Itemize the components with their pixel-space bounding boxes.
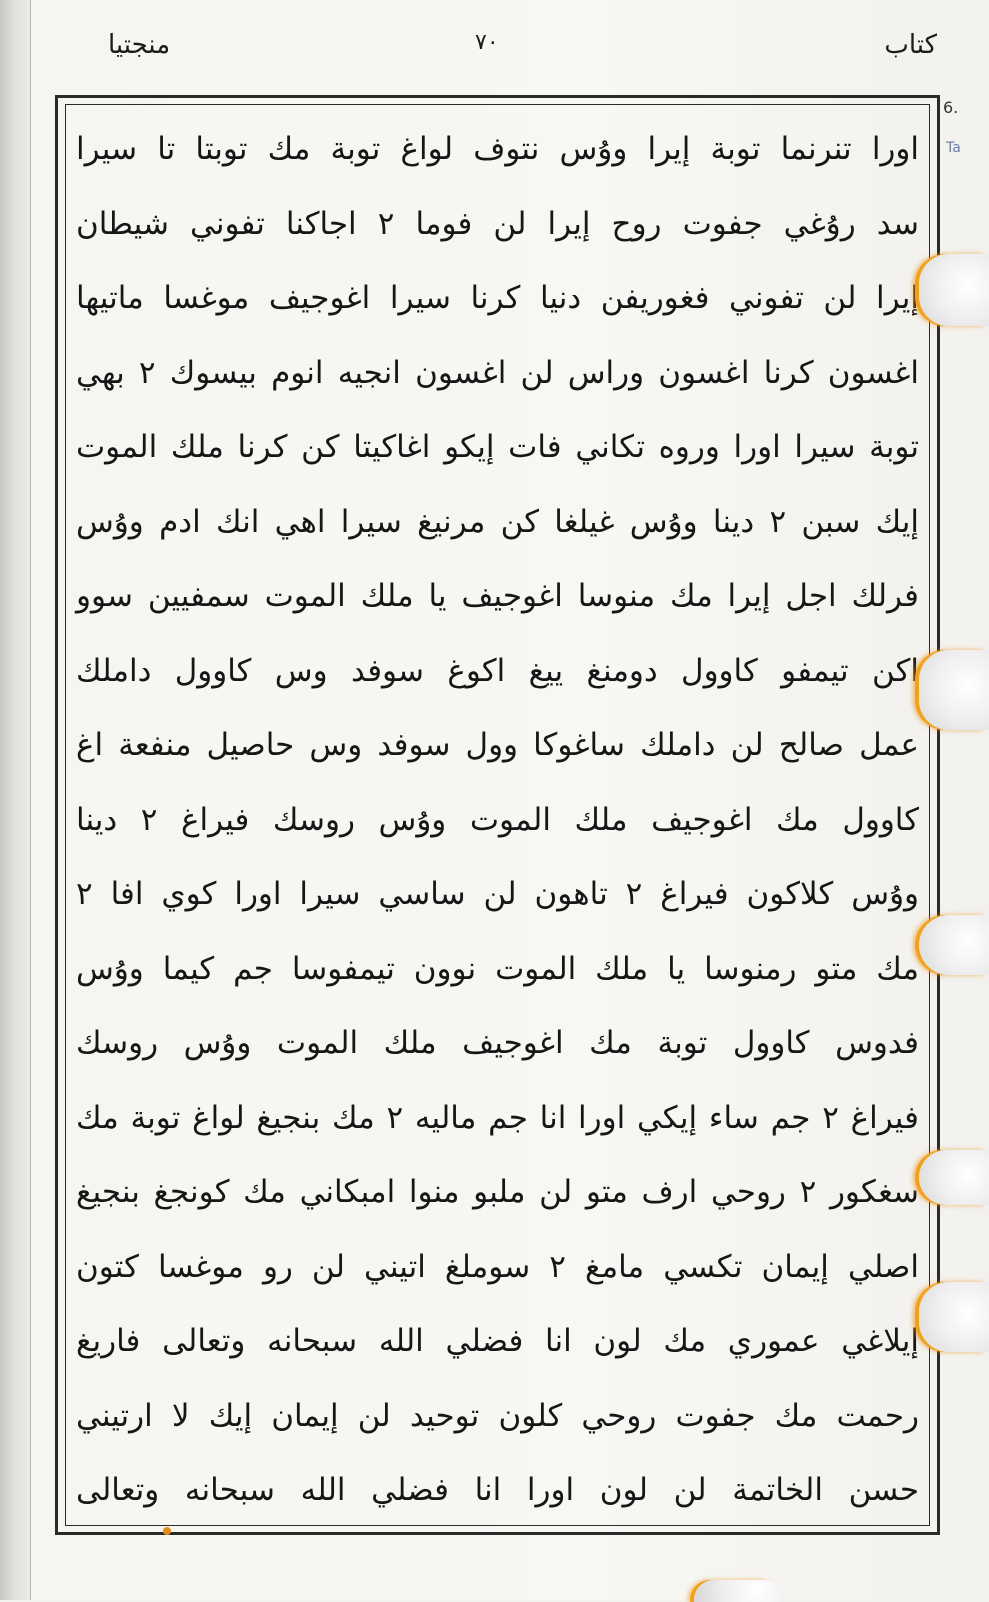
page-number: ٧٠ [475, 30, 499, 55]
text-line: اورا تنرنما توبة إيرا وۇس نتوف لواغ توبة مك توبتا تا سيرا [76, 131, 919, 167]
text-line: اصلي إيمان تكسي مامغ ٢ سوملغ اتيني لن رو موغسا كتون [76, 1248, 919, 1285]
text-line: سد رۇغي جفوت روح إيرا لن فوما ٢ اجاكنا تفوني شيطان [76, 205, 919, 242]
text-line: إيرا لن تفوني فغوريفن دنيا كرنا سيرا اغوجيف موغسا ماتيها [76, 280, 919, 316]
text-line: مك متو رمنوسا يا ملك الموت نوون تيمفوسا جم كيما وۇس [76, 950, 919, 987]
margin-note-top: 6. [943, 98, 959, 117]
header-right-word: كتاب [884, 30, 937, 60]
page-tab-marker[interactable] [919, 650, 989, 730]
text-line: كاوول مك اغوجيف ملك الموت وۇس روسك فيراغ ٢ دينا [76, 801, 919, 838]
page-tab-marker[interactable] [919, 1150, 989, 1205]
text-block [70, 112, 925, 1517]
page-header [100, 26, 949, 76]
text-line: فرلك اجل إيرا مك منوسا اغوجيف يا ملك الموت سمفيين سوو [76, 578, 919, 614]
header-left-word: منجتيا [108, 30, 171, 60]
text-line: إيلاغي عموري مك لون انا فضلي الله سبحانه وتعالى فاريغ [76, 1323, 919, 1359]
margin-note-side: Ta [946, 140, 961, 156]
text-line: اكن تيمفو كاوول دومنغ ييغ اكوغ سوفد وس كاوول داملك [76, 652, 919, 689]
text-line: اغسون كرنا اغسون وراس لن اغسون انجيه انوم بيسوك ٢ بهي [76, 354, 920, 391]
text-line: توبة سيرا اورا وروه تكاني فات إيكو اغاكيتا كن كرنا ملك الموت [76, 429, 919, 465]
text-line: وۇس كلاكون فيراغ ٢ تاهون لن ساسي سيرا اورا كوي افا ٢ [76, 876, 920, 912]
text-line: إيك سبن ٢ دينا وۇس غيلغا كن مرنيغ سيرا اهي انك ادم وۇس [76, 503, 919, 540]
text-line: رحمت مك جفوت روحي كلون توحيد لن إيمان إيك لا ارتيني [76, 1397, 919, 1434]
text-line: عمل صالح لن داملك ساغوكا وول سوفد وس حاصيل منفعة اغ [76, 727, 919, 763]
page-tab-marker[interactable] [919, 1282, 989, 1352]
page-tab-marker[interactable] [694, 1580, 784, 1602]
page-tab-marker[interactable] [919, 254, 989, 326]
text-line: سغكور ٢ روحي ارف متو لن ملبو منوا امبكاني مك كونجغ بنجيغ [76, 1174, 920, 1210]
ink-dot [163, 1527, 171, 1535]
binding-edge [0, 0, 31, 1600]
text-line: حسن الخاتمة لن لون اورا انا فضلي الله سبحانه وتعالى [76, 1472, 919, 1508]
text-line: فيراغ ٢ جم ساء إيكي اورا انا جم ماليه ٢ مك بنجيغ لواغ توبة مك [76, 1099, 919, 1136]
text-line: فدوس كاوول توبة مك اغوجيف ملك الموت وۇس روسك [76, 1025, 919, 1061]
page-tab-marker[interactable] [919, 915, 989, 975]
